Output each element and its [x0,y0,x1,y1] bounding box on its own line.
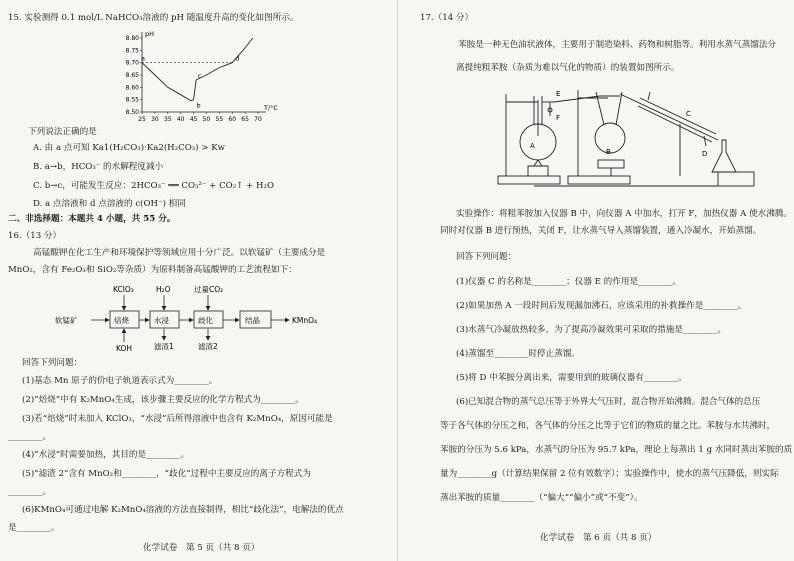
flow-output-residue-2: 滤渣2 [198,342,218,351]
q17-question-4: (4)蒸馏至________时停止蒸馏。 [456,349,580,359]
label-d: D [702,150,708,158]
q17-question-5: (5)将 D 中苯胺分离出来，需要用到的玻璃仪器有________。 [456,373,687,383]
q16-question-6-cont: 是________。 [8,523,60,533]
q17-question-6-line-3: 苯胺的分压为 5.6 kPa，水蒸气的分压为 95.7 kPa，理论上每蒸出 1 g 水同时蒸出苯胺的质 [440,445,793,455]
q16-answer-prompt: 回答下列问题： [22,358,83,368]
flow-input-koh: KOH [116,344,133,353]
q16-question-5: (5)“滤渣 2”含有 MnO₂和________，“歧化”过程中主要反应的离子方程式为 [22,469,311,479]
x-tick-label: 50 [202,116,211,123]
q15-option-a: A. 由 a 点可知 Ka1(H₂CO₃)·Ka2(H₂CO₃) > Kw [33,143,225,153]
q15-option-c: C. b→c，可能发生反应：2HCO₃⁻ ══ CO₃²⁻ + CO₂↑ + H₂O [33,181,274,191]
q17-procedure-2: 同时对仪器 B 进行预热，关闭 F，让水蒸气导入蒸馏装置，通入冷凝水，开始蒸馏。 [440,226,762,236]
flow-output-residue-1: 滤渣1 [154,342,174,351]
label-f: F [556,114,561,122]
y-tick-label: 8.75 [125,47,139,55]
q15-prompt: 下列说法正确的是 [28,127,97,137]
y-tick-label: 8.70 [125,59,139,67]
q16-question-5-cont: ________。 [8,487,51,497]
q17-procedure-1: 实验操作：将粗苯胺加入仪器 B 中，向仪器 A 中加水，打开 F，加热仪器 A 使水沸腾。 [456,209,793,219]
x-tick-label: 40 [176,116,185,123]
q16-head: 16.（13 分） [8,231,62,241]
x-tick-label: 25 [138,116,146,123]
flow-end-label: KMnO₄ [292,316,318,325]
q16-question-2: (2)“焙烧”中有 K₂MnO₄生成，该步骤主要反应的化学方程式为________。 [22,395,304,405]
q17-question-6-line-4: 量为________g（计算结果保留 2 位有效数字）；实验操作中，使水的蒸气压降低，则实际 [440,469,779,479]
q16-question-6: (6)KMnO₄可通过电解 K₂MnO₄溶液的方法直接制得，相比“歧化法”，电解法的优点 [22,505,344,515]
q16-question-3-cont: ________。 [8,432,51,442]
x-tick-label: 45 [189,116,198,123]
q16-question-1: (1)基态 Mn 原子的价电子轨道表示式为________。 [22,376,218,386]
x-tick-label: 60 [228,116,237,123]
q15-stem: 15. 实验测得 0.1 mol/L NaHCO₃溶液的 pH 随温度升高的变化如图所示。 [8,13,299,23]
label-b: B [606,148,611,156]
label-e: E [556,90,561,98]
x-tick-label: 55 [215,116,224,123]
y-axis-label: pH [145,30,155,38]
kmno4-process-flow [55,282,345,354]
x-tick-label: 65 [241,116,249,123]
flow-step-roast: 焙烧 [114,316,129,325]
flow-input-kclo3: KClO₃ [113,285,134,294]
right-page [398,0,794,561]
q15-option-b: B. a→b，HCO₃⁻ 的水解程度减小 [33,162,164,172]
q17-head: 17.（14 分） [420,13,474,23]
q15-option-d: D. a 点溶液和 d 点溶液的 c(OH⁻) 相同 [33,199,186,209]
q17-answer-prompt: 回答下列问题： [456,252,517,262]
q16-intro-1: 高锰酸钾在化工生产和环境保护等领域应用十分广泛。以软锰矿（主要成分是 [33,248,326,258]
x-tick-label: 30 [151,116,159,123]
series-line-heating [196,38,253,80]
section-2-heading: 二、非选择题：本题共 4 小题，共 55 分。 [8,214,176,224]
point-label-c: c [197,71,202,80]
label-c: C [686,110,691,118]
q17-question-6-line-2: 等于各气体的分压之和，各气体的分压之比等于它们的物质的量之比。苯胺与水共沸时， [440,421,776,431]
y-tick-label: 8.60 [125,84,139,92]
q16-question-4: (4)“水浸”时需要加热，其目的是________。 [22,450,190,460]
flow-start-label: 软锰矿 [55,316,78,325]
q16-question-3: (3)若“焙烧”时未加入 KClO₃，“水浸”后所得溶液中也含有 K₂MnO₄，原因可能是 [22,414,333,424]
point-label-a: a [141,54,145,63]
y-tick-label: 8.65 [125,72,139,79]
y-tick-label: 8.55 [125,96,139,104]
x-axis-label: T/°C [264,104,278,112]
y-tick-label: 8.80 [125,35,139,42]
q16-intro-2: MnO₂，含有 Fe₂O₃和 SiO₂等杂质）为原料制备高锰酸钾的工艺流程如下： [8,265,297,275]
x-tick-label: 35 [163,116,172,123]
x-tick-label: 70 [254,116,262,123]
q17-question-6: (6)已知混合物的蒸气总压等于外界大气压时，混合物开始沸腾。混合气体的总压 [456,397,761,407]
flow-step-crystallize: 结晶 [245,316,260,325]
q17-question-2: (2)如果加热 A 一段时间后发现漏加沸石，应该采用的补救操作是________。 [456,301,747,311]
series-jump [194,80,197,100]
flow-step-leach: 水浸 [154,316,169,325]
steam-distillation-apparatus [490,80,760,192]
q17-intro-2: 离提纯粗苯胺（杂质为难以气化的物质）的装置如图所示。 [456,63,680,73]
point-label-d: d [235,54,240,63]
q17-question-1: (1)仪器 C 的名称是________；仪器 E 的作用是________。 [456,277,682,287]
q17-question-3: (3)水蒸气冷凝放热较多，为了提高冷凝效果可采取的措施是________。 [456,325,726,335]
point-label-b: b [196,101,201,110]
q17-intro-1: 苯胺是一种无色油状液体，主要用于制造染料、药物和树脂等。利用水蒸气蒸馏法分 [458,40,776,50]
ph-temperature-chart [108,28,283,128]
right-page-footer: 化学试卷 第 6 页（共 8 页） [540,533,657,543]
y-tick-label: 8.50 [125,109,139,116]
flow-step-disproportionation: 歧化 [198,316,213,325]
flow-input-co2: 过量CO₂ [194,285,224,294]
series-line-cooling [142,63,194,101]
label-a: A [530,142,535,150]
flow-input-water: H₂O [156,285,171,294]
q17-question-6-line-5: 蒸出苯胺的质量________（“偏大”“偏小”或“不变”）。 [440,493,643,503]
left-page-footer: 化学试卷 第 5 页（共 8 页） [143,543,260,553]
